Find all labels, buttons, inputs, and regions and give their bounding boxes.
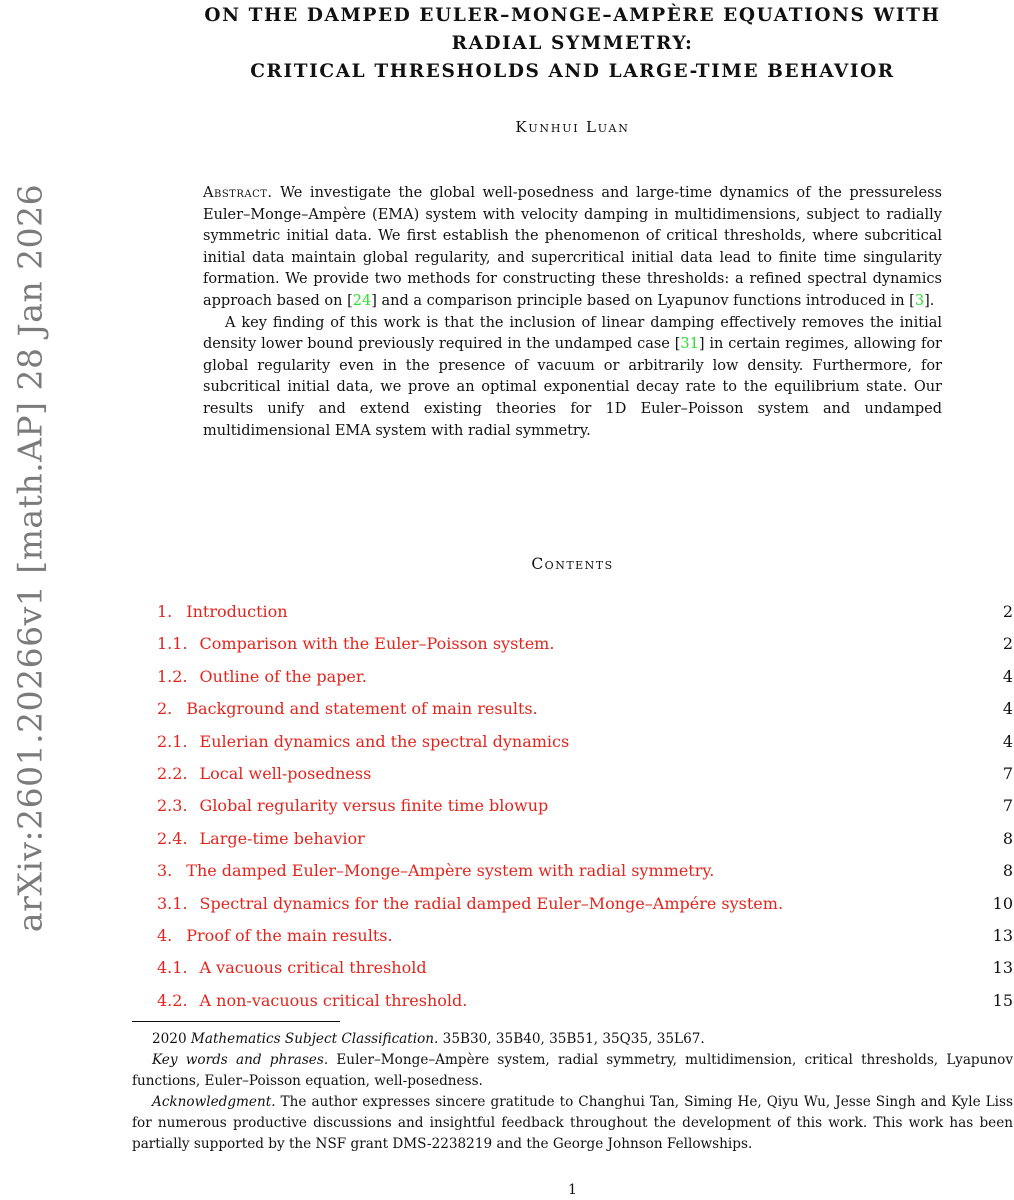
toc-entry-title: Global regularity versus finite time blowup [199, 796, 549, 816]
toc-entry-number: 3. [157, 861, 173, 881]
toc-entry-number: 2.3. [157, 796, 188, 816]
text-run: The author expresses sincere gratitude to Changhui Tan, Siming He, Qiyu Wu, Jesse Singh and Kyle Liss for numerous productive discussions and insightful feedback throughout the development of this work. This work has been partially supported by the NSF grant DMS-2238219 and the George Johnson Fellowships. [132, 1094, 1013, 1152]
toc-entry-page: 8 [1002, 861, 1013, 881]
toc-entry-link[interactable] [157, 661, 367, 693]
toc-entry-number: 1.2. [157, 666, 188, 686]
toc-entry-link[interactable] [157, 888, 783, 920]
text-run: We investigate the global well-posedness and large-time dynamics of the pressureless Euler–Monge–Ampère (EMA) system with velocity damping in multidimensions, subject to radially symmetric initial data. We first establish the phenomenon of critical thresholds, where subcritical initial data maintain global regularity, and supercritical initial data lead to finite time singularity formation. We provide two methods for constructing these thresholds: a refined spectral dynamics approach based on [203, 185, 942, 309]
toc-entry [132, 693, 1013, 725]
footnote-label: Mathematics Subject Classification. [190, 1031, 439, 1047]
toc-entry-page: 13 [992, 958, 1013, 978]
toc-entry-title: Eulerian dynamics and the spectral dynamics [199, 731, 570, 751]
toc-entry-link[interactable] [157, 693, 538, 725]
abstract-text: We investigate the global well-posedness and large-time dynamics of the pressureless Euler–Monge–Ampère (EMA) system with velocity damping in multidimensions, subject to radially symmetric initial data. We first establish the phenomenon of critical thresholds, where subcritical initial data maintain global regularity, and supercritical initial data lead to finite time singularity formation. We provide two methods for constructing these thresholds: a refined spectral dynamics approach based on [24] and a comparison principle based on Lyapunov functions introduced in [3]. [203, 185, 942, 309]
toc-entry-link[interactable] [157, 823, 365, 855]
toc-entry-title: Large-time behavior [199, 828, 365, 848]
toc-entry [132, 823, 1013, 855]
page-number: 1 [568, 1182, 577, 1198]
toc-entry-number: 2.4. [157, 828, 188, 848]
toc-entry-page: 7 [1002, 796, 1013, 816]
toc-entry-page: 15 [992, 990, 1013, 1010]
toc-entry-number: 2.2. [157, 764, 188, 784]
abstract-paragraph: A key finding of this work is that the inclusion of linear damping effectively removes the initial density lower bound previously required in the undamped case [31] in certain regimes, allowing for global regularity even in the presence of vacuum or arbitrarily low density. Furthermore, for subcritical initial data, we prove an optimal exponential decay rate to the equilibrium state. Our results unify and extend existing theories for 1D Euler–Poisson system and undamped multidimensional EMA system with radial symmetry. [203, 314, 942, 439]
toc-entry [132, 952, 1013, 984]
toc-entry [132, 726, 1013, 758]
citation-link[interactable]: 3 [914, 292, 925, 309]
toc-entry-page: 7 [1002, 764, 1013, 784]
toc-entry-title: The damped Euler–Monge–Ampère system with radial symmetry. [186, 861, 715, 881]
text-run: and a comparison principle based on Lyapunov functions introduced in [376, 292, 910, 309]
toc-entry-page: 2 [1002, 634, 1013, 654]
toc-entry [132, 920, 1013, 952]
toc-entry [132, 628, 1013, 660]
toc-entry-number: 1.1. [157, 634, 188, 654]
toc-entry-title: Proof of the main results. [186, 926, 393, 946]
toc-entry-link[interactable] [157, 628, 554, 660]
abstract-label: Abstract. [203, 185, 273, 201]
abstract [203, 183, 942, 442]
text-run: in certain regimes, allowing for global regularity even in the presence of vacuum or arbitrarily low density. Furthermore, for subcritical initial data, we prove an optimal exponential decay rate to the equilibrium state. Our results unify and extend existing theories for 1D Euler–Poisson system and undamped multidimensional EMA system with radial symmetry. [203, 336, 942, 439]
contents-heading: Contents [531, 555, 614, 573]
toc-entry-page: 4 [1002, 666, 1013, 686]
citation-link[interactable]: 31 [680, 336, 699, 353]
toc-entry-link[interactable] [157, 726, 569, 758]
text-run: A key finding of this work is that the inclusion of linear damping effectively removes the initial density lower bound previously required in the undamped case [203, 314, 942, 353]
toc-entry-page: 13 [992, 926, 1013, 946]
msc-line [132, 1029, 1013, 1050]
toc-entry-link[interactable] [157, 920, 393, 952]
toc-entry-page: 4 [1002, 731, 1013, 751]
toc-entry-number: 4. [157, 926, 173, 946]
toc-entry-title: Spectral dynamics for the radial damped Euler–Monge–Ampére system. [199, 893, 784, 913]
toc-entry-number: 2.1. [157, 731, 188, 751]
toc-entry [132, 855, 1013, 887]
acknowledgment-line [132, 1092, 1013, 1155]
text-run: Euler–Monge–Ampère system, radial symmetry, multidimension, critical thresholds, Lyapunov functions, Euler–Poisson equation, well-posedness. [132, 1052, 1013, 1089]
toc-entry-title: Comparison with the Euler–Poisson system. [199, 634, 555, 654]
toc-entry-page: 8 [1002, 828, 1013, 848]
text-run: . [929, 292, 935, 309]
toc-entry-link[interactable] [157, 855, 714, 887]
toc-entry-page: 10 [992, 893, 1013, 913]
toc-entry [132, 758, 1013, 790]
toc-entry-number: 2. [157, 699, 173, 719]
keywords-line [132, 1050, 1013, 1092]
paper-title-line-2: RADIAL SYMMETRY: [451, 33, 694, 54]
toc-entry-link[interactable] [157, 790, 548, 822]
author-name: Kunhui Luan [515, 118, 630, 136]
toc-entry-number: 3.1. [157, 893, 188, 913]
toc-entry-number: 4.2. [157, 990, 188, 1010]
toc-entry [132, 888, 1013, 920]
paper-title-line-1: ON THE DAMPED EULER–MONGE–AMPÈRE EQUATIONS WITH [204, 5, 941, 26]
text-run: 2020 [152, 1031, 191, 1047]
toc-entry-title: Introduction [186, 602, 288, 621]
toc-entry-link[interactable] [157, 758, 371, 790]
toc-entry [132, 985, 1013, 1017]
toc-entry-number: 4.1. [157, 958, 188, 978]
footnote-rule [132, 1021, 340, 1022]
toc-entry [132, 596, 1013, 628]
toc-entry-title: A vacuous critical threshold [199, 958, 427, 978]
text-run: 35B30, 35B40, 35B51, 35Q35, 35L67. [438, 1031, 705, 1047]
toc-entry-title: Background and statement of main results. [186, 699, 538, 719]
citation-link[interactable]: 24 [352, 292, 372, 309]
toc-entry-link[interactable] [157, 985, 467, 1017]
arxiv-watermark: arXiv:2601.20266v1 [math.AP] 28 Jan 2026 [10, 183, 50, 933]
paper-title-line-3: CRITICAL THRESHOLDS AND LARGE-TIME BEHAVIOR [250, 61, 895, 82]
toc-entry-page: 4 [1002, 699, 1013, 719]
toc-entry-title: Local well-posedness [199, 764, 372, 784]
footnote-label: Acknowledgment. [152, 1094, 276, 1110]
toc-entry-title: A non-vacuous critical threshold. [199, 990, 468, 1010]
toc-entry-title: Outline of the paper. [199, 666, 367, 686]
toc-entry [132, 790, 1013, 822]
toc-entry-link[interactable] [157, 596, 288, 628]
footnote-label: Key words and phrases. [152, 1052, 329, 1068]
toc-entry [132, 661, 1013, 693]
toc-entry-number: 1. [157, 602, 173, 621]
text-column [132, 0, 1013, 1200]
table-of-contents [132, 596, 1013, 1017]
abstract-paragraph [203, 183, 942, 313]
footnote-block [132, 1021, 1013, 1155]
paper-title [132, 2, 1013, 86]
toc-entry-link[interactable] [157, 952, 427, 984]
toc-entry-page: 2 [1002, 602, 1013, 621]
